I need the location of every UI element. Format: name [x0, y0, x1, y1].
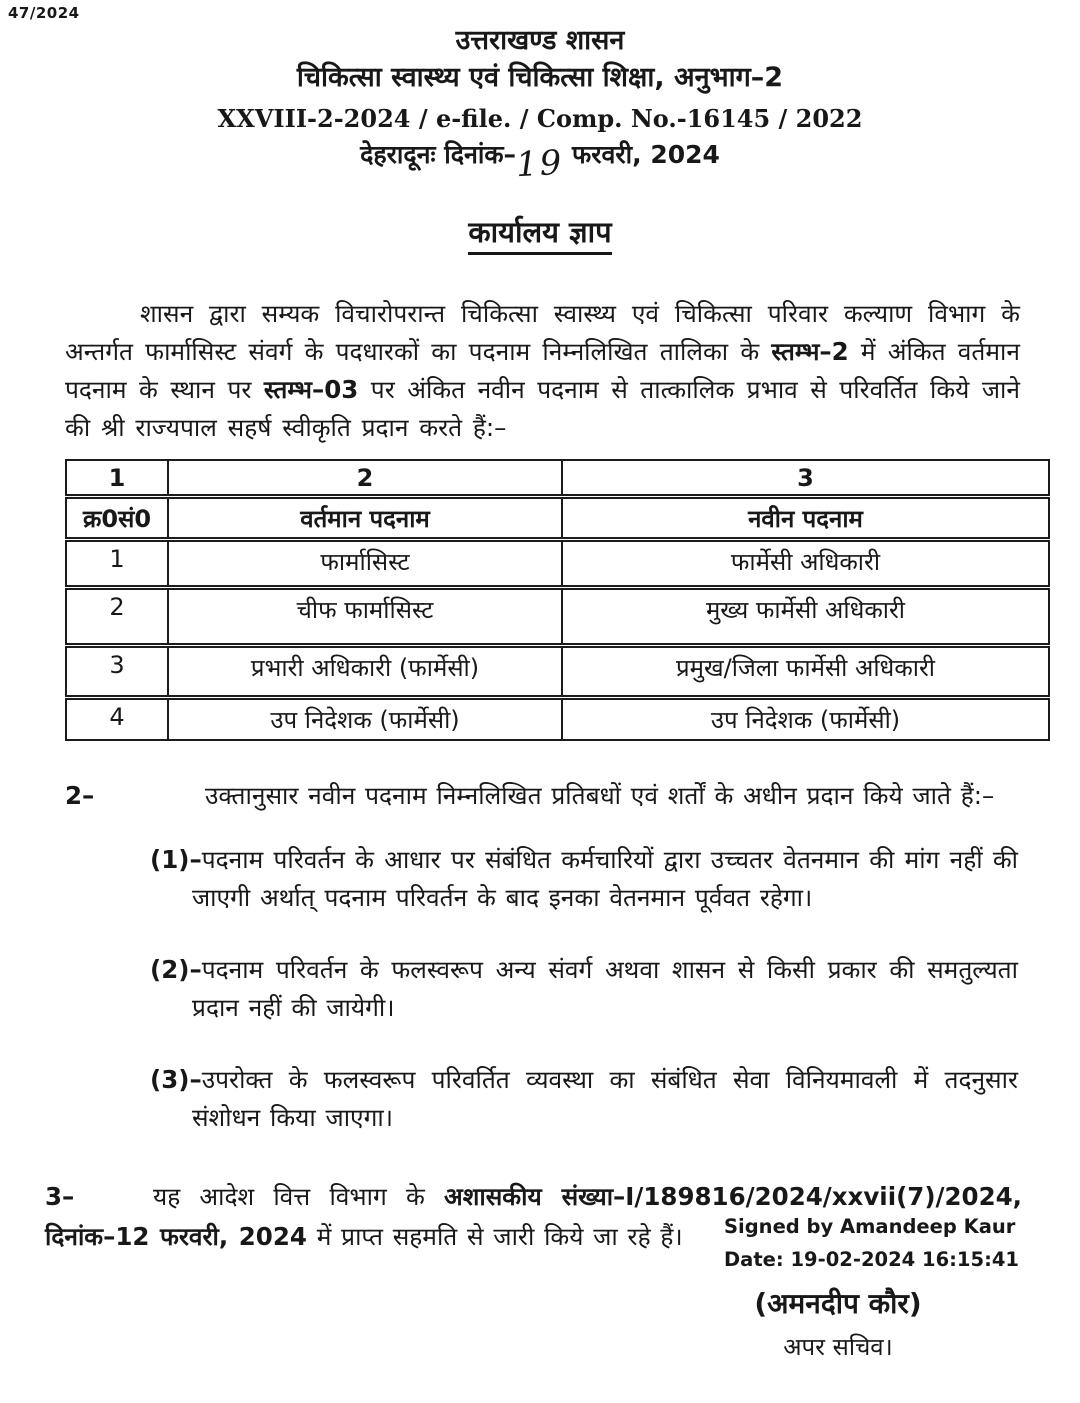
place-date-prefix: देहरादूनः दिनांक– [360, 140, 517, 169]
header-current-designation: वर्तमान पदनाम [168, 497, 562, 540]
header-new-designation: नवीन पदनाम [562, 497, 1049, 540]
clause-2-number: 2– [65, 781, 95, 810]
intro-bold-column2: स्तम्भ–2 [771, 337, 849, 366]
subclause-3-number: (3)– [150, 1065, 202, 1094]
document-header [0, 0, 1080, 186]
new-designation-cell: मुख्य फार्मेसी अधिकारी [562, 588, 1049, 646]
sno-cell: 4 [66, 698, 168, 741]
col-number-3: 3 [562, 460, 1049, 497]
memo-title-wrap [0, 212, 1080, 251]
current-designation-cell: प्रभारी अधिकारी (फार्मेसी) [168, 646, 562, 698]
table-row [66, 588, 1049, 646]
header-sno: क्र0सं0 [66, 497, 168, 540]
office-memo-title: कार्यालय ज्ञाप [468, 215, 611, 255]
new-designation-cell: प्रमुख/जिला फार्मेसी अधिकारी [562, 646, 1049, 698]
subclause-3-text: उपरोक्त के फलस्वरूप परिवर्तित व्यवस्था का संबंधित सेवा विनियमावली में तदनुसार संशोधन किया जाएगा। [192, 1065, 1018, 1132]
intro-text-2: में अंकित वर्तमान पदनाम के स्थान पर [65, 337, 1020, 404]
designation-table [65, 459, 1050, 741]
new-designation-cell: उप निदेशक (फार्मेसी) [562, 698, 1049, 741]
table-row [66, 646, 1049, 698]
subclause-3 [150, 1061, 1018, 1137]
clause-3-number: 3– [45, 1182, 75, 1211]
current-designation-cell: उप निदेशक (फार्मेसी) [168, 698, 562, 741]
department-name: चिकित्सा स्वास्थ्य एवं चिकित्सा शिक्षा, अनुभाग–2 [296, 62, 784, 93]
clause-3-text-2: में प्राप्त सहमति से जारी किये जा रहे हैं। [306, 1222, 683, 1251]
signed-by-line: Signed by Amandeep Kaur [724, 1215, 1016, 1238]
government-name: उत्तराखण्ड शासन [455, 25, 625, 56]
place-date-suffix: फरवरी, 2024 [563, 140, 720, 169]
intro-text-1: शासन द्वारा सम्यक विचारोपरान्त चिकित्सा स्वास्थ्य एवं चिकित्सा परिवार कल्याण विभाग के अन्तर्गत फार्मासिस्ट संवर्ग के पदधारकों का पदनाम निम्नलिखित तालिका के [65, 299, 1020, 366]
current-designation-cell: चीफ फार्मासिस्ट [168, 588, 562, 646]
subclause-1-text: पदनाम परिवर्तन के आधार पर संबंधित कर्मचारियों द्वारा उच्चतर वेतनमान की मांग नहीं की जाएगी अर्थात् पदनाम परिवर्तन के बाद इनका वेतनमान पूर्ववत रहेगा। [192, 845, 1018, 912]
subclause-1 [150, 841, 1018, 917]
clause-3-reference-bold: अशासकीय संख्या–I/189816/2024/xxvii(7)/2024, दिनांक–12 फरवरी, 2024 [45, 1182, 1022, 1251]
file-number-line: XXVIII-2-2024 / e-file. / Comp. No.-16145 / 2022 [217, 104, 863, 133]
sno-cell: 1 [66, 540, 168, 588]
intro-text-3: पर अंकित नवीन पदनाम से तात्कालिक प्रभाव से परिवर्तित किये जाने की श्री राज्यपाल सहर्ष स्वीकृति प्रदान करते हैं:– [65, 375, 1020, 442]
clause-2 [65, 777, 1020, 815]
subclause-2-number: (2)– [150, 955, 202, 984]
table-row [66, 540, 1049, 588]
clause-3-text-1: यह आदेश वित्त विभाग के [153, 1182, 444, 1211]
signature-block [718, 1210, 1020, 1363]
subclause-2-text: पदनाम परिवर्तन के फलस्वरूप अन्य संवर्ग अथवा शासन से किसी प्रकार की समतुल्यता प्रदान नहीं की जायेगी। [192, 955, 1018, 1022]
table-row [66, 698, 1049, 741]
col-number-2: 2 [168, 460, 562, 497]
table-header-row [66, 497, 1049, 540]
intro-paragraph [65, 295, 1020, 447]
signatory-designation: अपर सचिव। [783, 1333, 893, 1361]
new-designation-cell: फार्मेसी अधिकारी [562, 540, 1049, 588]
clause-2-text: उक्तानुसार नवीन पदनाम निम्नलिखित प्रतिबधों एवं शर्तों के अधीन प्रदान किये जाते हैं:– [205, 781, 995, 810]
current-designation-cell: फार्मासिस्ट [168, 540, 562, 588]
place-date-line [0, 138, 1080, 186]
sno-cell: 2 [66, 588, 168, 646]
table-column-number-row [66, 460, 1049, 497]
signature-date-line: Date: 19-02-2024 16:15:41 [724, 1248, 1020, 1271]
signatory-name: (अमनदीप कौर) [754, 1287, 922, 1320]
page-ref-number: 47/2024 [8, 4, 80, 22]
subclause-2 [150, 951, 1018, 1027]
col-number-1: 1 [66, 460, 168, 497]
handwritten-day: 19 [515, 142, 565, 186]
intro-bold-column3: स्तम्भ–03 [263, 375, 359, 404]
sno-cell: 3 [66, 646, 168, 698]
subclause-1-number: (1)– [150, 845, 202, 874]
